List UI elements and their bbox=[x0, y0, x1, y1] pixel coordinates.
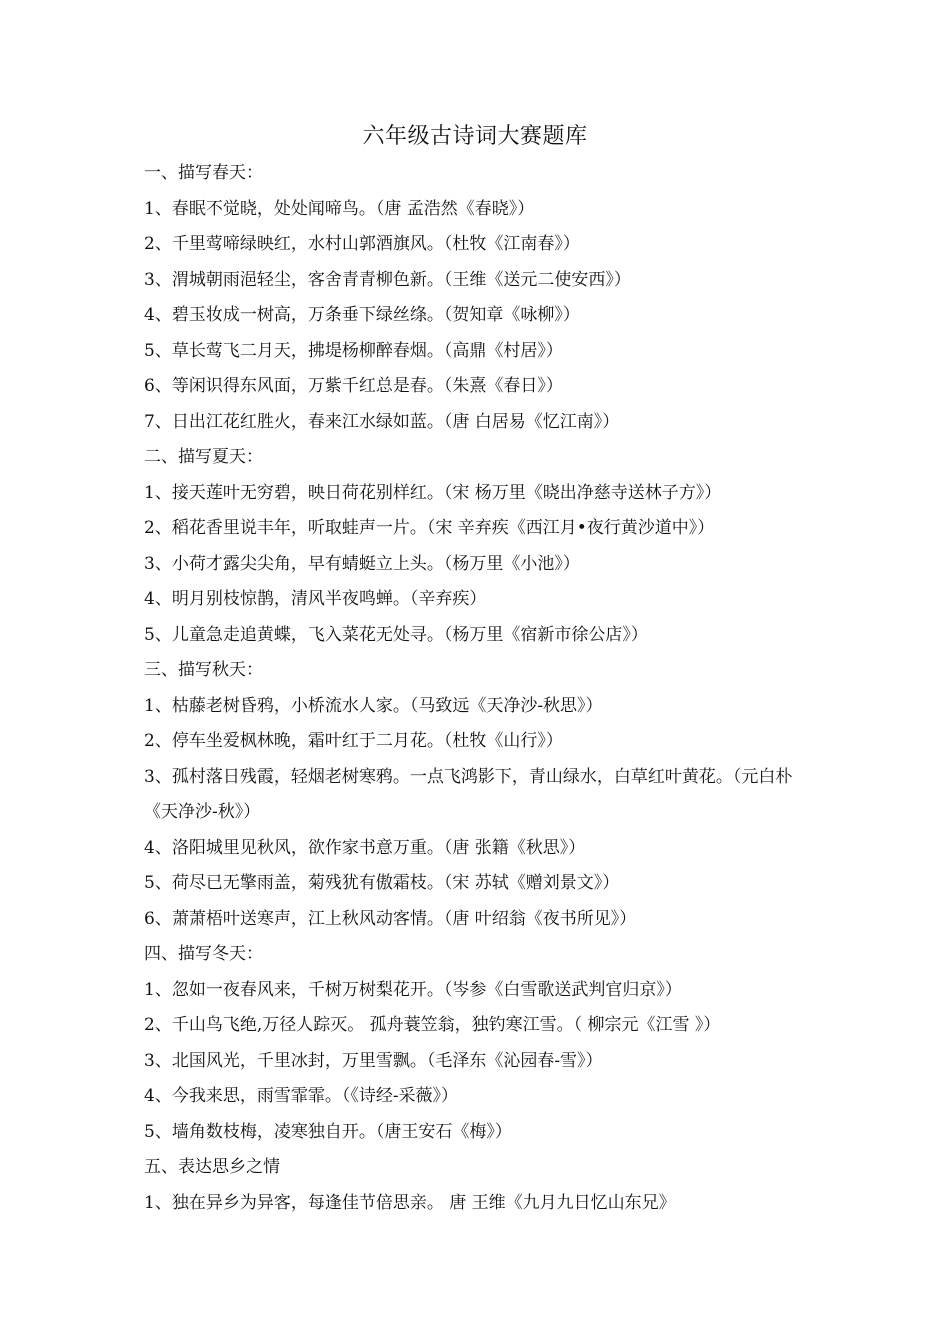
page-title: 六年级古诗词大赛题库 bbox=[362, 124, 588, 149]
poem-line: 1、春眠不觉晓，处处闻啼鸟。（唐 孟浩然《春晓》） bbox=[144, 198, 535, 219]
poem-line: 1、独在异乡为异客，每逢佳节倍思亲。 唐 王维《九月九日忆山东兄》 bbox=[144, 1192, 676, 1213]
poem-line: 3、北国风光，千里冰封，万里雪飘。（毛泽东《沁园春-雪》） bbox=[144, 1050, 603, 1071]
section-heading-autumn: 三、描写秋天： bbox=[144, 660, 263, 680]
poem-line: 6、等闲识得东风面，万紫千红总是春。（朱熹《春日》） bbox=[144, 376, 563, 396]
poem-line: 4、今我来思，雨雪霏霏。（《诗经-采薇》） bbox=[144, 1086, 459, 1106]
poem-line: 3、小荷才露尖尖角，早有蜻蜓立上头。（杨万里《小池》） bbox=[144, 553, 580, 574]
question-bank-content bbox=[144, 156, 824, 1221]
section-heading-spring: 一、描写春天： bbox=[144, 163, 263, 183]
poem-line: 3、渭城朝雨浥轻尘，客舍青青柳色新。（王维《送元二使安西》） bbox=[144, 269, 631, 290]
poem-line: 5、墙角数枝梅，凌寒独自开。（唐王安石《梅》） bbox=[144, 1121, 512, 1142]
poem-line: 2、千里莺啼绿映红，水村山郭酒旗风。（杜牧《江南春》） bbox=[144, 234, 580, 254]
poem-line: 3、孤村落日残霞，轻烟老树寒鸦。一点飞鸿影下，青山绿水，白草红叶黄花。（元白朴《天净沙-秋》） bbox=[144, 766, 793, 822]
poem-line: 7、日出江花红胜火，春来江水绿如蓝。（唐 白居易《忆江南》） bbox=[144, 411, 620, 432]
poem-line: 2、停车坐爱枫林晚，霜叶红于二月花。（杜牧《山行》） bbox=[144, 731, 563, 751]
poem-line: 1、枯藤老树昏鸦，小桥流水人家。（马致远《天净沙-秋思》） bbox=[144, 695, 603, 716]
poem-line: 2、稻花香里说丰年，听取蛙声一片。（宋 辛弃疾《西江月•夜行黄沙道中》） bbox=[144, 518, 715, 538]
poem-line: 4、明月别枝惊鹊，清风半夜鸣蝉。（辛弃疾） bbox=[144, 589, 487, 609]
poem-line: 5、儿童急走追黄蝶，飞入菜花无处寻。（杨万里《宿新市徐公店》） bbox=[144, 624, 648, 645]
poem-line: 5、荷尽已无擎雨盖，菊残犹有傲霜枝。（宋 苏轼《赠刘景文》） bbox=[144, 873, 620, 893]
section-heading-winter: 四、描写冬天： bbox=[144, 944, 263, 964]
section-heading-homesick: 五、表达思乡之情 bbox=[144, 1157, 280, 1177]
poem-line: 1、忽如一夜春风来，千树万树梨花开。（岑参《白雪歌送武判官归京》） bbox=[144, 979, 682, 1000]
poem-line: 1、接天莲叶无穷碧，映日荷花别样红。（宋 杨万里《晓出净慈寺送林子方》） bbox=[144, 482, 722, 503]
poem-line: 4、碧玉妆成一树高，万条垂下绿丝绦。（贺知章《咏柳》） bbox=[144, 305, 580, 325]
poem-line: 4、洛阳城里见秋风，欲作家书意万重。（唐 张籍《秋思》） bbox=[144, 837, 586, 858]
section-heading-summer: 二、描写夏天： bbox=[144, 447, 263, 467]
poem-line: 6、萧萧梧叶送寒声，江上秋风动客情。（唐 叶绍翁《夜书所见》） bbox=[144, 908, 637, 929]
poem-line: 5、草长莺飞二月天，拂堤杨柳醉春烟。（高鼎《村居》） bbox=[144, 340, 563, 361]
poem-line: 2、千山鸟飞绝,万径人踪灭。 孤舟蓑笠翁，独钓寒江雪。（ 柳宗元《江雪 》） bbox=[144, 1015, 721, 1035]
